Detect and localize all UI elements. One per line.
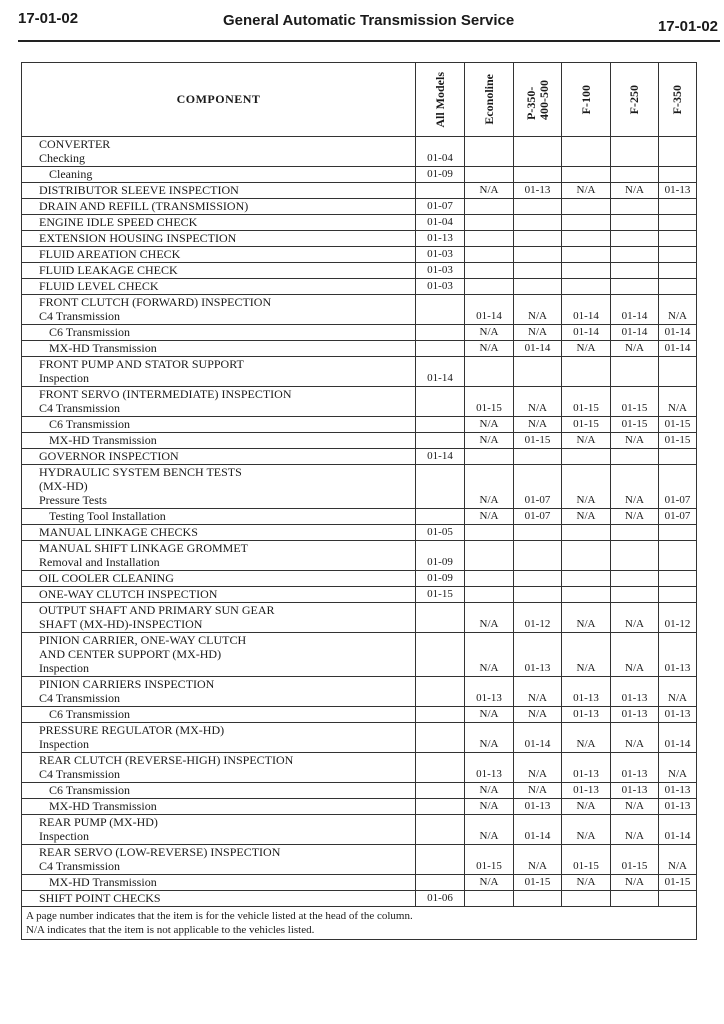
page-ref-cell: 01-13 — [465, 753, 514, 783]
page-ref-cell: N/A — [514, 387, 562, 417]
page-ref-cell: 01-15 — [611, 387, 659, 417]
page-ref-cell: 01-14 — [562, 325, 611, 341]
page-ref-cell: N/A — [611, 799, 659, 815]
page-ref-cell — [465, 199, 514, 215]
column-header-econoline: Econoline — [465, 63, 514, 137]
component-cell: MX-HD Transmission — [22, 341, 416, 357]
page-ref-cell: 01-15 — [562, 387, 611, 417]
page-ref-cell: 01-15 — [562, 845, 611, 875]
page-ref-cell: N/A — [611, 465, 659, 509]
page-ref-cell — [562, 587, 611, 603]
page-ref-cell — [562, 541, 611, 571]
page-ref-cell: 01-14 — [611, 325, 659, 341]
page-ref-cell — [416, 875, 465, 891]
page-ref-cell: N/A — [611, 509, 659, 525]
page-ref-cell — [659, 571, 697, 587]
page-ref-cell: 01-15 — [514, 433, 562, 449]
page-ref-cell — [659, 525, 697, 541]
page-ref-cell — [659, 263, 697, 279]
page-ref-cell — [416, 509, 465, 525]
page-ref-cell: N/A — [514, 677, 562, 707]
page-ref-cell: 01-14 — [659, 815, 697, 845]
table-row — [22, 891, 697, 907]
component-cell: MX-HD Transmission — [22, 875, 416, 891]
page-ref-cell: N/A — [514, 417, 562, 433]
page-ref-cell: 01-13 — [514, 633, 562, 677]
page-ref-cell: 01-15 — [659, 875, 697, 891]
page-ref-cell — [416, 183, 465, 199]
page-ref-cell — [611, 137, 659, 167]
table-row — [22, 357, 697, 387]
footnotes — [22, 907, 697, 940]
page-ref-cell — [562, 231, 611, 247]
page-ref-cell — [465, 167, 514, 183]
page-ref-cell: 01-13 — [659, 799, 697, 815]
page-ref-cell: N/A — [514, 753, 562, 783]
component-cell: FLUID LEAKAGE CHECK — [22, 263, 416, 279]
page-ref-cell: 01-15 — [611, 845, 659, 875]
header-row — [22, 63, 697, 137]
page-ref-cell: N/A — [659, 845, 697, 875]
page-ref-cell: 01-07 — [514, 509, 562, 525]
page-ref-cell — [514, 215, 562, 231]
page-ref-cell — [611, 247, 659, 263]
page-ref-cell — [514, 587, 562, 603]
page-ref-cell — [611, 541, 659, 571]
page-ref-cell: 01-13 — [611, 783, 659, 799]
table-row — [22, 815, 697, 845]
page-ref-cell: N/A — [465, 815, 514, 845]
page-ref-cell: 01-12 — [514, 603, 562, 633]
page-ref-cell — [416, 387, 465, 417]
page-ref-cell: 01-14 — [562, 295, 611, 325]
page-ref-cell: N/A — [514, 707, 562, 723]
page-ref-cell: 01-13 — [562, 783, 611, 799]
page-ref-cell — [611, 263, 659, 279]
page-ref-cell — [416, 433, 465, 449]
page-ref-cell — [659, 357, 697, 387]
component-cell: SHIFT POINT CHECKS — [22, 891, 416, 907]
page-ref-cell — [416, 603, 465, 633]
page-ref-cell: N/A — [611, 875, 659, 891]
page-ref-cell — [659, 891, 697, 907]
page-ref-cell: 01-15 — [611, 417, 659, 433]
table-row — [22, 799, 697, 815]
page-ref-cell: 01-15 — [659, 433, 697, 449]
page-ref-cell: 01-06 — [416, 891, 465, 907]
table-row — [22, 167, 697, 183]
page-ref-cell: 01-09 — [416, 167, 465, 183]
page-ref-cell — [659, 215, 697, 231]
page-ref-cell: N/A — [465, 325, 514, 341]
page-ref-cell: 01-09 — [416, 571, 465, 587]
page-ref-cell: N/A — [465, 723, 514, 753]
page-ref-cell — [514, 263, 562, 279]
page-ref-cell — [465, 247, 514, 263]
page-ref-cell: N/A — [514, 295, 562, 325]
table-row — [22, 875, 697, 891]
table-row — [22, 341, 697, 357]
page-ref-cell: N/A — [465, 341, 514, 357]
table-row — [22, 525, 697, 541]
page-ref-cell — [659, 231, 697, 247]
page-ref-cell — [562, 137, 611, 167]
page-ref-cell: N/A — [465, 433, 514, 449]
page-ref-cell — [611, 571, 659, 587]
page-ref-cell — [611, 199, 659, 215]
table-row — [22, 231, 697, 247]
page-ref-cell — [416, 633, 465, 677]
page-ref-cell: 01-15 — [562, 417, 611, 433]
page-ref-cell — [562, 199, 611, 215]
page-ref-cell: 01-13 — [659, 183, 697, 199]
page-ref-cell: N/A — [465, 707, 514, 723]
column-header-f-100: F-100 — [562, 63, 611, 137]
page-ref-cell — [465, 215, 514, 231]
page-ref-cell — [465, 449, 514, 465]
table-row — [22, 633, 697, 677]
page-ref-cell: N/A — [611, 723, 659, 753]
page-ref-cell: 01-14 — [659, 325, 697, 341]
component-cell: FRONT CLUTCH (FORWARD) INSPECTION C4 Transmission — [22, 295, 416, 325]
page-ref-cell: N/A — [659, 387, 697, 417]
page-ref-cell — [659, 137, 697, 167]
page-ref-cell — [611, 167, 659, 183]
page-ref-cell — [514, 525, 562, 541]
table-row — [22, 449, 697, 465]
column-header-all-models: All Models — [416, 63, 465, 137]
table-row — [22, 295, 697, 325]
page-ref-cell: 01-15 — [514, 875, 562, 891]
component-cell: MANUAL LINKAGE CHECKS — [22, 525, 416, 541]
page-ref-cell — [416, 753, 465, 783]
page-ref-cell — [514, 231, 562, 247]
table-row — [22, 753, 697, 783]
page-ref-cell: N/A — [562, 603, 611, 633]
component-cell: GOVERNOR INSPECTION — [22, 449, 416, 465]
component-cell: OIL COOLER CLEANING — [22, 571, 416, 587]
page-ref-cell: 01-14 — [611, 295, 659, 325]
page-ref-cell — [465, 571, 514, 587]
page-ref-cell: 01-15 — [465, 387, 514, 417]
page-ref-cell: N/A — [611, 633, 659, 677]
page-ref-cell — [611, 215, 659, 231]
page-ref-cell — [465, 263, 514, 279]
footnote-row — [22, 907, 697, 940]
page-ref-cell: 01-14 — [514, 723, 562, 753]
page-ref-cell — [465, 891, 514, 907]
page-ref-cell: N/A — [562, 183, 611, 199]
page-ref-cell — [416, 723, 465, 753]
page-ref-cell: N/A — [465, 183, 514, 199]
page-ref-cell — [416, 707, 465, 723]
table-row — [22, 707, 697, 723]
component-cell: PINION CARRIERS INSPECTION C4 Transmission — [22, 677, 416, 707]
page-ref-cell: 01-07 — [416, 199, 465, 215]
page-ref-cell: 01-15 — [416, 587, 465, 603]
page-ref-cell: 01-14 — [416, 449, 465, 465]
table-row — [22, 417, 697, 433]
page-ref-cell: 01-13 — [659, 633, 697, 677]
page-ref-cell: N/A — [514, 845, 562, 875]
table-body — [22, 137, 697, 907]
page-ref-cell: 01-13 — [659, 783, 697, 799]
component-cell: ENGINE IDLE SPEED CHECK — [22, 215, 416, 231]
page-ref-cell: N/A — [562, 799, 611, 815]
table-row — [22, 571, 697, 587]
page-ref-cell — [514, 357, 562, 387]
page-ref-cell — [562, 891, 611, 907]
page-ref-cell: 01-12 — [659, 603, 697, 633]
table-row — [22, 279, 697, 295]
table-row — [22, 677, 697, 707]
page-ref-cell — [465, 279, 514, 295]
page-ref-cell — [659, 587, 697, 603]
page-ref-cell: N/A — [562, 465, 611, 509]
page-ref-cell — [514, 247, 562, 263]
table-row — [22, 215, 697, 231]
page-ref-cell: 01-13 — [416, 231, 465, 247]
page-ref-cell: 01-14 — [514, 815, 562, 845]
page-ref-cell: 01-15 — [659, 417, 697, 433]
page-ref-cell: N/A — [465, 465, 514, 509]
page-number-left: 17-01-02 — [18, 10, 79, 27]
component-cell: FRONT SERVO (INTERMEDIATE) INSPECTION C4 Transmission — [22, 387, 416, 417]
component-cell: DISTRIBUTOR SLEEVE INSPECTION — [22, 183, 416, 199]
page-ref-cell: 01-15 — [465, 845, 514, 875]
page-ref-cell: 01-13 — [514, 183, 562, 199]
page-ref-cell — [659, 541, 697, 571]
component-cell: ONE-WAY CLUTCH INSPECTION — [22, 587, 416, 603]
page-ref-cell: N/A — [659, 295, 697, 325]
page-ref-cell — [416, 677, 465, 707]
page-ref-cell — [416, 815, 465, 845]
component-cell: FLUID AREATION CHECK — [22, 247, 416, 263]
page-ref-cell: 01-13 — [659, 707, 697, 723]
page-ref-cell — [514, 891, 562, 907]
page-ref-cell: N/A — [611, 603, 659, 633]
page-ref-cell — [611, 587, 659, 603]
page-ref-cell — [562, 571, 611, 587]
page-ref-cell: 01-13 — [611, 677, 659, 707]
page-ref-cell — [465, 587, 514, 603]
page-ref-cell: N/A — [562, 875, 611, 891]
page-ref-cell: 01-09 — [416, 541, 465, 571]
page-ref-cell: N/A — [562, 633, 611, 677]
component-cell: REAR PUMP (MX-HD) Inspection — [22, 815, 416, 845]
page-ref-cell — [514, 279, 562, 295]
component-cell: C6 Transmission — [22, 783, 416, 799]
component-cell: C6 Transmission — [22, 325, 416, 341]
service-index-table — [21, 62, 697, 940]
table-row — [22, 433, 697, 449]
page-ref-cell — [416, 783, 465, 799]
table-row — [22, 263, 697, 279]
column-header-f-350: F-350 — [659, 63, 697, 137]
page-ref-cell — [611, 449, 659, 465]
page-ref-cell: 01-04 — [416, 137, 465, 167]
page-ref-cell — [514, 541, 562, 571]
page-ref-cell: 01-07 — [514, 465, 562, 509]
page-ref-cell: 01-13 — [562, 677, 611, 707]
page-ref-cell: 01-05 — [416, 525, 465, 541]
component-cell: HYDRAULIC SYSTEM BENCH TESTS (MX-HD) Pressure Tests — [22, 465, 416, 509]
component-cell: MANUAL SHIFT LINKAGE GROMMET Removal and Installation — [22, 541, 416, 571]
page-ref-cell: 01-14 — [514, 341, 562, 357]
page-ref-cell — [465, 137, 514, 167]
table-row — [22, 845, 697, 875]
page-ref-cell — [465, 541, 514, 571]
page-ref-cell — [562, 279, 611, 295]
page-ref-cell: N/A — [514, 325, 562, 341]
page-ref-cell: N/A — [562, 815, 611, 845]
page-ref-cell — [562, 247, 611, 263]
page-ref-cell — [611, 231, 659, 247]
column-header-f-250: F-250 — [611, 63, 659, 137]
page-ref-cell — [514, 137, 562, 167]
component-cell: REAR SERVO (LOW-REVERSE) INSPECTION C4 Transmission — [22, 845, 416, 875]
component-cell: PINION CARRIER, ONE-WAY CLUTCH AND CENTER SUPPORT (MX-HD) Inspection — [22, 633, 416, 677]
page-ref-cell — [514, 449, 562, 465]
component-cell: MX-HD Transmission — [22, 433, 416, 449]
page-ref-cell: 01-03 — [416, 247, 465, 263]
table-row — [22, 541, 697, 571]
table-row — [22, 137, 697, 167]
page-ref-cell — [465, 231, 514, 247]
page-ref-cell: N/A — [562, 341, 611, 357]
component-cell: DRAIN AND REFILL (TRANSMISSION) — [22, 199, 416, 215]
page-ref-cell — [465, 357, 514, 387]
page-ref-cell: 01-07 — [659, 465, 697, 509]
page-ref-cell — [659, 167, 697, 183]
component-cell: REAR CLUTCH (REVERSE-HIGH) INSPECTION C4 Transmission — [22, 753, 416, 783]
page-ref-cell: 01-14 — [659, 723, 697, 753]
page-ref-cell: 01-13 — [611, 707, 659, 723]
page-ref-cell: N/A — [465, 875, 514, 891]
page-ref-cell: 01-03 — [416, 279, 465, 295]
page-ref-cell: 01-13 — [562, 707, 611, 723]
page-ref-cell — [659, 279, 697, 295]
page-ref-cell: N/A — [465, 633, 514, 677]
component-cell: FLUID LEVEL CHECK — [22, 279, 416, 295]
page-ref-cell: N/A — [611, 341, 659, 357]
page-ref-cell: N/A — [514, 783, 562, 799]
component-cell: FRONT PUMP AND STATOR SUPPORT Inspection — [22, 357, 416, 387]
page-ref-cell: 01-03 — [416, 263, 465, 279]
table-row — [22, 325, 697, 341]
page-ref-cell: N/A — [465, 417, 514, 433]
page-ref-cell — [611, 279, 659, 295]
page-ref-cell: 01-13 — [611, 753, 659, 783]
component-cell: PRESSURE REGULATOR (MX-HD) Inspection — [22, 723, 416, 753]
table-row — [22, 199, 697, 215]
page-ref-cell: N/A — [562, 509, 611, 525]
page-ref-cell — [416, 845, 465, 875]
page-ref-cell — [611, 891, 659, 907]
page-number-right: 17-01-02 — [657, 18, 718, 35]
page-ref-cell: 01-13 — [514, 799, 562, 815]
footnote-na: N/A indicates that the item is not applicable to the vehicles listed. — [26, 924, 315, 936]
page-header — [18, 8, 720, 42]
page-ref-cell — [416, 295, 465, 325]
table-row — [22, 603, 697, 633]
table-row — [22, 587, 697, 603]
component-cell: EXTENSION HOUSING INSPECTION — [22, 231, 416, 247]
page-ref-cell — [611, 357, 659, 387]
page-ref-cell — [659, 449, 697, 465]
column-header-p-series: P-350- 400-500 — [514, 63, 562, 137]
page-ref-cell: N/A — [562, 433, 611, 449]
component-cell: OUTPUT SHAFT AND PRIMARY SUN GEAR SHAFT (MX-HD)-INSPECTION — [22, 603, 416, 633]
component-cell: MX-HD Transmission — [22, 799, 416, 815]
page-ref-cell — [514, 199, 562, 215]
page-ref-cell — [416, 341, 465, 357]
table-row — [22, 783, 697, 799]
component-cell: C6 Transmission — [22, 707, 416, 723]
page-ref-cell — [562, 167, 611, 183]
page-ref-cell — [562, 263, 611, 279]
page-ref-cell — [514, 167, 562, 183]
table-row — [22, 387, 697, 417]
page-ref-cell — [562, 525, 611, 541]
page-ref-cell — [416, 417, 465, 433]
page-ref-cell — [562, 357, 611, 387]
table-row — [22, 723, 697, 753]
page-ref-cell: N/A — [465, 603, 514, 633]
page-ref-cell: N/A — [611, 183, 659, 199]
table-row — [22, 247, 697, 263]
page-ref-cell: N/A — [562, 723, 611, 753]
page-ref-cell: N/A — [611, 815, 659, 845]
page-ref-cell: N/A — [659, 753, 697, 783]
component-cell: CONVERTER Checking — [22, 137, 416, 167]
page-ref-cell: N/A — [611, 433, 659, 449]
page-ref-cell — [514, 571, 562, 587]
page-title: General Automatic Transmission Service — [223, 12, 515, 29]
table-row — [22, 183, 697, 199]
component-cell: Testing Tool Installation — [22, 509, 416, 525]
page-ref-cell: 01-13 — [465, 677, 514, 707]
page-ref-cell — [416, 465, 465, 509]
page-ref-cell: 01-14 — [416, 357, 465, 387]
footnote-page-number: A page number indicates that the item is for the vehicle listed at the head of the column. — [26, 910, 413, 922]
page-ref-cell — [562, 215, 611, 231]
page-ref-cell: N/A — [465, 509, 514, 525]
component-cell: Cleaning — [22, 167, 416, 183]
page-ref-cell — [416, 799, 465, 815]
page-ref-cell: 01-13 — [562, 753, 611, 783]
page-ref-cell: N/A — [465, 799, 514, 815]
page-ref-cell — [659, 199, 697, 215]
table-row — [22, 465, 697, 509]
page-ref-cell — [465, 525, 514, 541]
page-ref-cell — [562, 449, 611, 465]
page-ref-cell: 01-07 — [659, 509, 697, 525]
page-ref-cell: 01-14 — [465, 295, 514, 325]
page-ref-cell: N/A — [465, 783, 514, 799]
page-ref-cell: N/A — [659, 677, 697, 707]
page-ref-cell: 01-04 — [416, 215, 465, 231]
column-header-component: COMPONENT — [22, 63, 416, 137]
page-ref-cell — [659, 247, 697, 263]
component-cell: C6 Transmission — [22, 417, 416, 433]
table-row — [22, 509, 697, 525]
page-ref-cell: 01-14 — [659, 341, 697, 357]
page-ref-cell — [416, 325, 465, 341]
page-ref-cell — [611, 525, 659, 541]
